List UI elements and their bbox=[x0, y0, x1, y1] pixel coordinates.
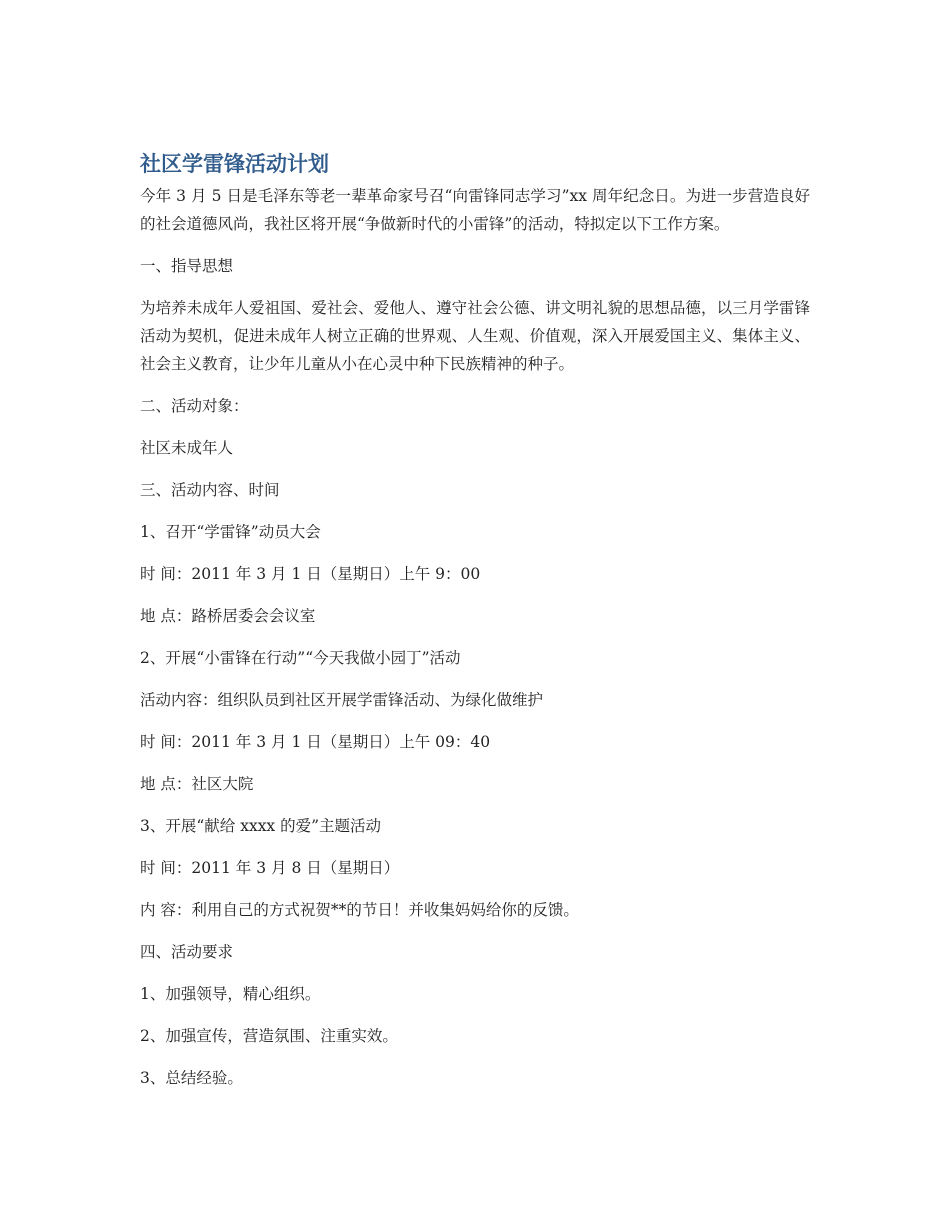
document-page bbox=[140, 148, 810, 1106]
requirement-item-2: 2、加强宣传，营造氛围、注重实效。 bbox=[140, 1027, 398, 1045]
requirement-item-3: 3、总结经验。 bbox=[140, 1069, 243, 1087]
activity-item-2-location: 地 点：社区大院 bbox=[140, 775, 254, 793]
activity-item-2: 2、开展“小雷锋在行动”“今天我做小园丁”活动 bbox=[140, 649, 461, 667]
document-title: 社区学雷锋活动计划 bbox=[140, 152, 329, 176]
guiding-ideology-text: 为培养未成年人爱祖国、爱社会、爱他人、遵守社会公德、讲文明礼貌的思想品德，以三月学雷锋活动为契机，促进未成年人树立正确的世界观、人生观、价值观，深入开展爱国主义、集体主义、社会主义教育，让少年儿童从小在心灵中种下民族精神的种子。 bbox=[140, 299, 810, 373]
section-heading-guiding-ideology: 一、指导思想 bbox=[140, 257, 234, 275]
requirement-item-1: 1、加强领导，精心组织。 bbox=[140, 985, 321, 1003]
activity-target-text: 社区未成年人 bbox=[140, 439, 234, 457]
activity-item-1-time: 时 间：2011 年 3 月 1 日（星期日）上午 9：00 bbox=[140, 565, 481, 583]
activity-item-2-time: 时 间：2011 年 3 月 1 日（星期日）上午 09：40 bbox=[140, 733, 491, 751]
section-heading-activity-target: 二、活动对象： bbox=[140, 397, 249, 415]
activity-item-3-content: 内 容：利用自己的方式祝贺**的节日！并收集妈妈给你的反馈。 bbox=[140, 901, 579, 919]
activity-item-3: 3、开展“献给 xxxx 的爱”主题活动 bbox=[140, 817, 382, 835]
intro-paragraph: 今年 3 月 5 日是毛泽东等老一辈革命家号召“向雷锋同志学习”xx 周年纪念日。为进一步营造良好的社会道德风尚，我社区将开展“争做新时代的小雷锋”的活动，特拟定以下工作方案。 bbox=[140, 187, 810, 233]
activity-item-1-location: 地 点：路桥居委会会议室 bbox=[140, 607, 316, 625]
activity-item-2-content: 活动内容：组织队员到社区开展学雷锋活动、为绿化做维护 bbox=[140, 691, 544, 709]
section-heading-requirements: 四、活动要求 bbox=[140, 943, 234, 961]
section-heading-activity-content: 三、活动内容、时间 bbox=[140, 481, 280, 499]
activity-item-3-time: 时 间：2011 年 3 月 8 日（星期日） bbox=[140, 859, 400, 877]
activity-item-1: 1、召开“学雷锋”动员大会 bbox=[140, 523, 321, 541]
